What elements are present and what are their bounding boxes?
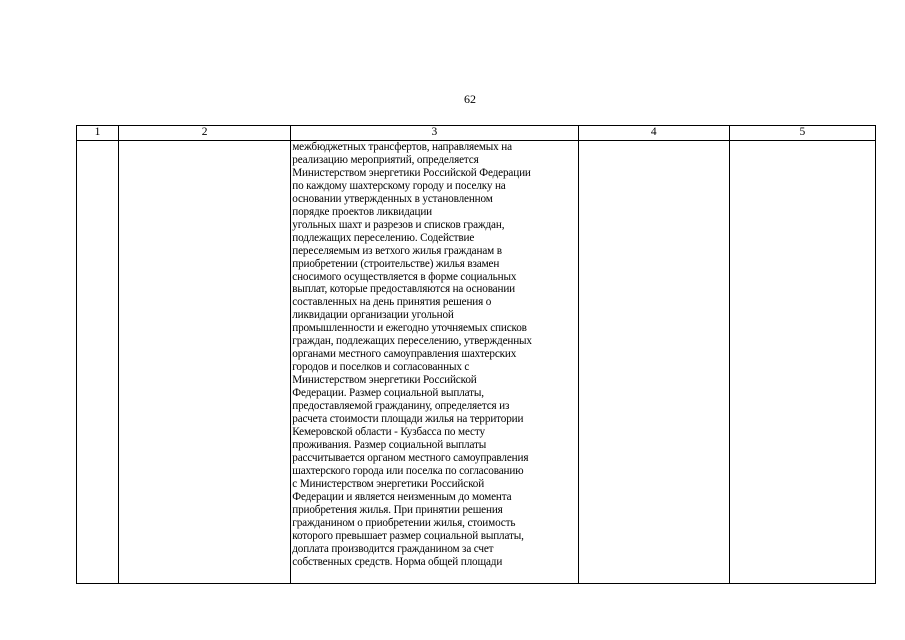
text-line: межбюджетных трансфертов, направляемых на bbox=[292, 141, 512, 153]
table-header-row bbox=[77, 126, 876, 141]
text-line: органами местного самоуправления шахтерских bbox=[292, 348, 517, 361]
text-line: составленных на день принятия решения о bbox=[292, 296, 492, 309]
cell-col1 bbox=[77, 141, 119, 584]
text-line: основании утвержденных в установленном bbox=[292, 192, 493, 205]
text-line: сносимого осуществляется в форме социальных bbox=[292, 270, 517, 283]
text-line: реализацию мероприятий, определяется bbox=[292, 153, 479, 166]
text-line: собственных средств. Норма общей площади bbox=[292, 555, 503, 568]
column-header-2: 2 bbox=[119, 126, 291, 141]
cell-col4 bbox=[578, 141, 729, 584]
column-header-1: 1 bbox=[77, 126, 119, 141]
text-line: расчета стоимости площади жилья на территории bbox=[292, 413, 524, 426]
text-line: проживания. Размер социальной выплаты bbox=[292, 438, 487, 451]
text-line: выплат, которые предоставляются на основании bbox=[292, 283, 516, 296]
text-line: переселяемым из ветхого жилья гражданам в bbox=[292, 244, 502, 257]
column-header-3: 3 bbox=[291, 126, 578, 141]
text-line: с Министерством энергетики Российской bbox=[292, 477, 485, 490]
description-text bbox=[291, 141, 577, 568]
text-line: предоставляемой гражданину, определяется из bbox=[292, 400, 510, 413]
text-line: приобретения жилья. При принятии решения bbox=[292, 503, 503, 516]
text-line: ликвидации организации угольной bbox=[292, 309, 454, 322]
text-line: шахтерского города или поселка по согласованию bbox=[292, 464, 524, 477]
text-line: Федерации. Размер социальной выплаты, bbox=[292, 387, 484, 400]
text-line: которого превышает размер социальной выплаты, bbox=[292, 529, 524, 542]
text-line: приобретении (строительстве) жилья взамен bbox=[292, 257, 500, 270]
cell-col5 bbox=[729, 141, 875, 584]
text-line: промышленности и ежегодно уточняемых списков bbox=[292, 322, 527, 335]
text-line: Министерством энергетики Российской bbox=[292, 374, 477, 387]
text-line: рассчитывается органом местного самоуправления bbox=[292, 451, 529, 464]
text-line: Кемеровской области - Кузбасса по месту bbox=[292, 425, 485, 438]
document-table bbox=[76, 125, 876, 584]
text-line: граждан, подлежащих переселению, утвержденных bbox=[292, 335, 532, 348]
text-line: подлежащих переселению. Содействие bbox=[292, 231, 475, 244]
page-number: 62 bbox=[464, 92, 476, 106]
column-header-4: 4 bbox=[578, 126, 729, 141]
table-row bbox=[77, 141, 876, 584]
column-header-5: 5 bbox=[729, 126, 875, 141]
text-line: по каждому шахтерскому городу и поселку на bbox=[292, 179, 506, 192]
cell-col2 bbox=[119, 141, 291, 584]
cell-col3 bbox=[291, 141, 578, 584]
text-line: гражданином о приобретении жилья, стоимость bbox=[292, 516, 516, 529]
text-line: порядке проектов ликвидации bbox=[292, 205, 433, 218]
text-line: Министерством энергетики Российской Федерации bbox=[292, 166, 531, 179]
text-line: Федерации и является неизменным до момента bbox=[292, 490, 512, 503]
text-line: угольных шахт и разрезов и списков граждан, bbox=[292, 218, 505, 231]
text-line: доплата производится гражданином за счет bbox=[292, 542, 494, 555]
text-line: городов и поселков и согласованных с bbox=[292, 361, 470, 374]
